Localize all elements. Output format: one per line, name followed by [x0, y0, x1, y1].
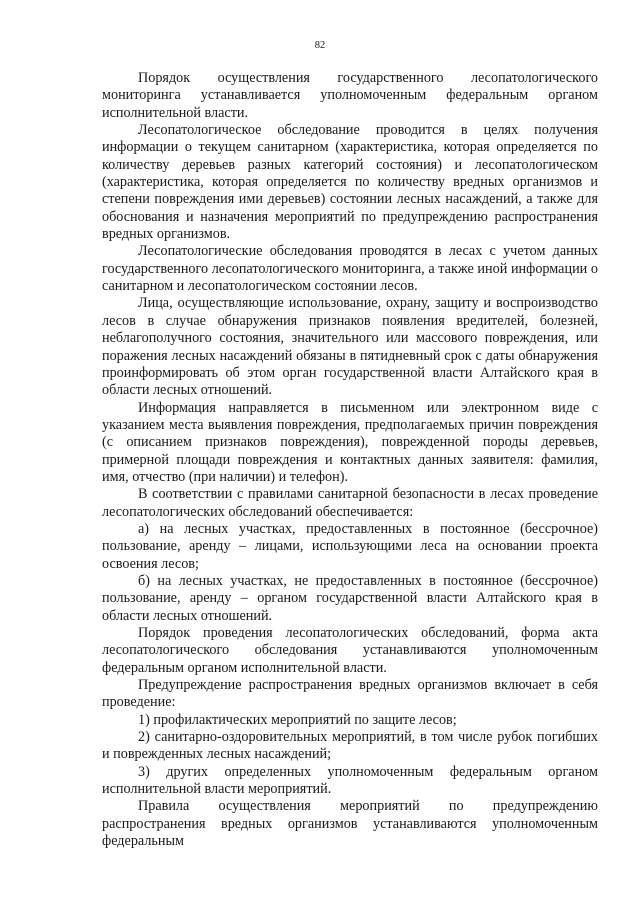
paragraph-survey-purpose: Лесопатологическое обследование проводится в целях получения информации о текущем санитарном (характеристика, которая определяется по количеству деревьев разных категорий состояния) и лесопатологическом (характеристика, которая определяется по количеству вредных организмов и степени повреждения ими деревьев) состоянии лесных насаждений, а также для обоснования и назначения мероприятий по предупреждению распространения вредных организмов.: [102, 122, 598, 243]
list-item-3: 3) других определенных уполномоченным федеральным органом исполнительной власти мероприятий.: [102, 763, 598, 798]
page-number: 82: [314, 40, 326, 51]
list-item-2: 2) санитарно-оздоровительных мероприятий, в том числе рубок погибших и поврежденных лесных насаждений;: [102, 729, 598, 763]
list-item-a: а) на лесных участках, предоставленных в постоянное (бессрочное) пользование, аренду – лицами, использующими леса на основании проекта освоения лесов;: [102, 520, 598, 572]
paragraph-survey-basis: Лесопатологические обследования проводятся в лесах с учетом данных государственного лесопатологического мониторинга, а также иной информации о санитарном и лесопатологическом состоянии лесов.: [102, 243, 598, 295]
document-body: [102, 70, 598, 850]
paragraph-prevention-intro: Предупреждение распространения вредных организмов включает в себя проведение:: [102, 677, 598, 711]
list-item-1: 1) профилактических мероприятий по защите лесов;: [138, 711, 457, 728]
paragraph-prevention-rules: Правила осуществления мероприятий по предупреждению распространения вредных организмов устанавливаются уполномоченным федеральным: [102, 798, 598, 850]
paragraph-sanitary-rules: В соответствии с правилами санитарной безопасности в лесах проведение лесопатологических обследований обеспечивается:: [102, 486, 598, 520]
list-item-b: б) на лесных участках, не предоставленных в постоянное (бессрочное) пользование, аренду – органом государственной власти Алтайского края в области лесных отношений.: [102, 572, 598, 624]
paragraph-information-format: Информация направляется в письменном или электронном виде с указанием места выявления повреждения, предполагаемых причин повреждения (с описанием признаков повреждения), поврежденной породы деревьев, примерной площади повреждения и контактных данных заявителя: фамилия, имя, отчество (при наличии) и телефон).: [102, 399, 598, 485]
paragraph-reporting-duty: Лица, осуществляющие использование, охрану, защиту и воспроизводство лесов в случае обнаружения признаков появления вредителей, болезней, неблагополучного состояния, значительного или массового повреждения, или поражения лесных насаждений обязаны в пятидневный срок с даты обнаружения проинформировать об этом орган государственной власти Алтайского края в области лесных отношений.: [102, 295, 598, 399]
paragraph-monitoring-procedure: Порядок осуществления государственного лесопатологического мониторинга устанавливается уполномоченным федеральным органом исполнительной власти.: [102, 70, 598, 121]
paragraph-survey-procedure: Порядок проведения лесопатологических обследований, форма акта лесопатологического обследования устанавливаются уполномоченным федеральным органом исполнительной власти.: [102, 625, 598, 676]
